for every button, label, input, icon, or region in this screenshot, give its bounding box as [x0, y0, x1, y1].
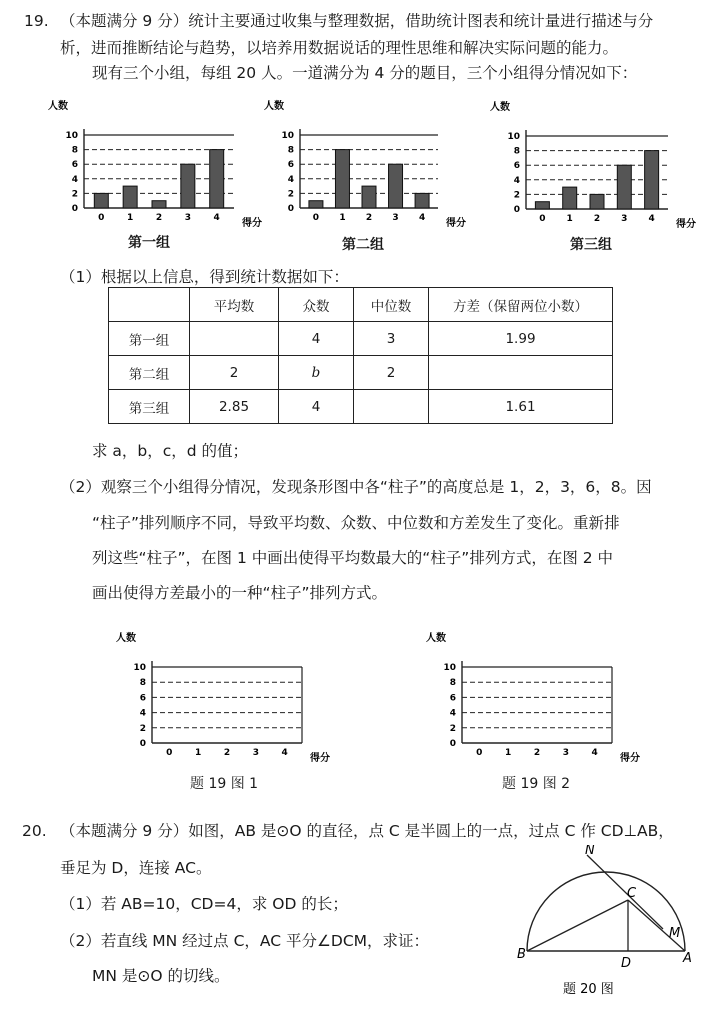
bar — [152, 201, 166, 208]
table-cell — [190, 322, 279, 356]
bar — [645, 151, 659, 209]
bar — [362, 186, 376, 208]
x-tick-label: 4 — [418, 213, 426, 223]
bar — [415, 193, 429, 208]
y-tick-label: 8 — [139, 678, 146, 689]
y-tick-label: 0 — [287, 204, 294, 214]
y-tick-label: 2 — [449, 723, 456, 734]
table-cell: 第三组 — [109, 390, 190, 424]
y-tick-label: 8 — [513, 146, 520, 157]
table-cell: 第一组 — [109, 322, 190, 356]
y-tick-label: 4 — [449, 708, 456, 719]
label-b: B — [517, 947, 526, 962]
x-tick-label: 4 — [281, 748, 288, 758]
q19-line3: 现有三个小组，每组 20 人。一道满分为 4 分的题目，三个小组得分情况如下： — [92, 64, 638, 82]
x-tick-label: 1 — [195, 748, 202, 758]
q20-part2b: MN 是⊙O 的切线。 — [92, 967, 230, 985]
chart-title-group2: 第二组 — [342, 237, 384, 253]
q19-part1-ask: 求 a，b，c，d 的值； — [92, 442, 249, 460]
y-tick-label: 0 — [71, 204, 78, 214]
q19-number: 19. — [24, 12, 49, 30]
label-a: A — [683, 951, 692, 966]
y-axis-label: 人数 — [490, 102, 510, 113]
table-cell: 2.85 — [190, 390, 279, 424]
bar — [210, 150, 224, 208]
y-tick-label: 10 — [443, 663, 456, 673]
table-header-cell: 众数 — [279, 288, 354, 322]
y-tick-label: 10 — [65, 131, 78, 141]
table-row — [109, 322, 613, 356]
bar — [617, 165, 631, 209]
x-axis-label: 得分 — [676, 219, 696, 230]
table-header-row — [109, 288, 613, 322]
x-axis-label: 得分 — [620, 753, 640, 764]
q19-part2-l1: （2）观察三个小组得分情况，发现条形图中各“柱子”的高度总是 1，2，3，6，8。因 — [60, 478, 652, 496]
y-tick-label: 4 — [71, 174, 78, 185]
y-tick-label: 4 — [287, 174, 294, 185]
table-row — [109, 390, 613, 424]
bar — [335, 150, 349, 208]
bar — [94, 193, 108, 208]
segment-bc — [527, 900, 628, 951]
y-tick-label: 6 — [287, 160, 294, 171]
x-tick-label: 2 — [155, 213, 163, 223]
x-tick-label: 4 — [648, 214, 655, 224]
y-axis-label: 人数 — [48, 101, 68, 112]
table-cell: 3 — [354, 322, 429, 356]
y-tick-label: 4 — [139, 708, 146, 719]
table-header-cell: 方差（保留两位小数） — [429, 288, 613, 322]
bar — [535, 202, 549, 209]
x-axis-label: 得分 — [310, 753, 330, 764]
table-cell: 2 — [190, 356, 279, 390]
q20-part2: （2）若直线 MN 经过点 C，AC 平分∠DCM，求证： — [60, 932, 430, 950]
x-tick-label: 1 — [566, 214, 573, 224]
y-tick-label: 6 — [139, 693, 146, 704]
x-axis-label: 得分 — [446, 218, 466, 229]
y-tick-label: 6 — [449, 693, 456, 704]
y-tick-label: 2 — [287, 189, 294, 200]
x-tick-label: 2 — [223, 748, 231, 758]
bar — [309, 201, 323, 208]
x-tick-label: 1 — [127, 213, 134, 223]
label-d: D — [621, 956, 632, 971]
bar — [181, 164, 195, 208]
x-tick-label: 0 — [98, 213, 105, 223]
figure20-caption: 题 20 图 — [563, 982, 614, 997]
q19-line1: （本题满分 9 分）统计主要通过收集与整理数据，借助统计图表和统计量进行描述与分 — [60, 12, 654, 30]
x-tick-label: 4 — [213, 213, 220, 223]
table-header-cell: 平均数 — [190, 288, 279, 322]
table-cell: b — [279, 356, 354, 390]
table-cell: 1.99 — [429, 322, 613, 356]
x-tick-label: 0 — [476, 748, 483, 758]
q19-part2-l3: 列这些“柱子”，在图 1 中画出使得平均数最大的“柱子”排列方式，在图 2 中 — [92, 549, 614, 567]
x-tick-label: 3 — [392, 213, 399, 223]
y-tick-label: 10 — [133, 663, 146, 673]
x-tick-label: 3 — [184, 213, 191, 223]
y-tick-label: 6 — [71, 160, 78, 171]
table-row — [109, 356, 613, 390]
line-mn — [587, 855, 663, 929]
geometry-figure — [505, 845, 705, 1000]
y-tick-label: 2 — [71, 189, 78, 200]
x-tick-label: 2 — [593, 214, 601, 224]
y-tick-label: 4 — [513, 175, 520, 186]
q19-line2: 析，进而推断结论与趋势，以培养用数据说话的理性思维和解决实际问题的能力。 — [60, 39, 619, 57]
x-tick-label: 0 — [539, 214, 546, 224]
x-tick-label: 0 — [166, 748, 173, 758]
bar — [389, 164, 403, 208]
y-tick-label: 8 — [287, 145, 294, 156]
y-tick-label: 0 — [449, 739, 456, 749]
x-tick-label: 4 — [591, 748, 598, 758]
q20-line2: 垂足为 D，连接 AC。 — [60, 859, 212, 877]
y-tick-label: 8 — [449, 678, 456, 689]
table-cell: 2 — [354, 356, 429, 390]
figure1-caption: 题 19 图 1 — [190, 776, 259, 792]
y-tick-label: 2 — [139, 723, 146, 734]
y-axis-label: 人数 — [116, 633, 136, 644]
table-cell: 4 — [279, 322, 354, 356]
q20-number: 20. — [22, 822, 47, 840]
y-tick-label: 0 — [513, 205, 520, 215]
x-axis-label: 得分 — [242, 218, 262, 229]
label-m: M — [669, 926, 681, 941]
q20-line1: （本题满分 9 分）如图，AB 是⊙O 的直径，点 C 是半圆上的一点，过点 C 作 CD⊥AB， — [60, 822, 674, 840]
x-tick-label: 0 — [312, 213, 320, 223]
x-tick-label: 2 — [365, 213, 373, 223]
x-tick-label: 1 — [505, 748, 512, 758]
bar — [123, 186, 137, 208]
q19-part1-intro: （1）根据以上信息，得到统计数据如下： — [60, 268, 349, 286]
table-cell: 1.61 — [429, 390, 613, 424]
stats-table — [108, 287, 613, 424]
bar — [590, 194, 604, 209]
y-tick-label: 10 — [507, 132, 520, 142]
table-header-cell: 中位数 — [354, 288, 429, 322]
x-tick-label: 1 — [339, 213, 346, 223]
y-tick-label: 0 — [139, 739, 146, 749]
table-cell: 4 — [279, 390, 354, 424]
chart-title-group3: 第三组 — [570, 237, 612, 253]
x-tick-label: 3 — [562, 748, 569, 758]
figure2-caption: 题 19 图 2 — [502, 776, 571, 792]
table-cell: 第二组 — [109, 356, 190, 390]
y-axis-label: 人数 — [426, 633, 446, 644]
q19-part2-l2: “柱子”排列顺序不同，导致平均数、众数、中位数和方差发生了变化。重新排 — [92, 514, 620, 532]
q19-part2-l4: 画出使得方差最小的一种“柱子”排列方式。 — [92, 584, 388, 602]
y-tick-label: 10 — [281, 131, 294, 141]
y-axis-label: 人数 — [264, 101, 284, 112]
x-tick-label: 3 — [252, 748, 259, 758]
table-cell — [354, 390, 429, 424]
x-tick-label: 3 — [621, 214, 628, 224]
q20-part1: （1）若 AB=10，CD=4，求 OD 的长； — [60, 895, 348, 913]
chart-title-group1: 第一组 — [128, 235, 170, 251]
y-tick-label: 8 — [71, 145, 78, 156]
label-c: C — [627, 886, 637, 901]
label-n: N — [585, 845, 595, 858]
table-header-cell — [109, 288, 190, 322]
y-tick-label: 2 — [513, 190, 520, 201]
bar — [563, 187, 577, 209]
y-tick-label: 6 — [513, 161, 520, 172]
table-cell — [429, 356, 613, 390]
x-tick-label: 2 — [533, 748, 541, 758]
